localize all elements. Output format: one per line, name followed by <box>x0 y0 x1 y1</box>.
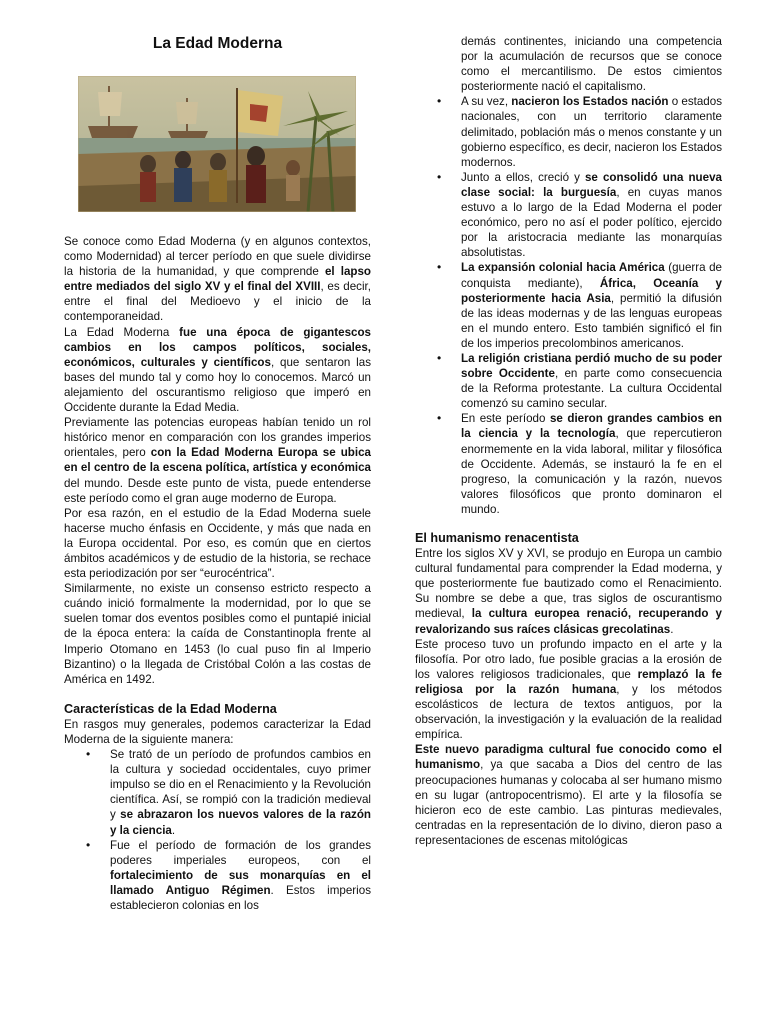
paragraph <box>64 506 371 581</box>
bold-text: se abrazaron los nuevos valores de la razón y la ciencia <box>110 808 371 837</box>
left-column <box>64 234 371 913</box>
paragraph <box>64 415 371 506</box>
paragraph <box>64 581 371 687</box>
bold-text: La religión cristiana perdió mucho de su poder sobre Occidente <box>461 351 722 381</box>
bold-text: fue una época de gigantescos cambios en los campos políticos, sociales, económicos, culturales y científicos <box>64 325 371 369</box>
text-run: , ya que sacaba a Dios del centro de las preocupaciones humanas y colocaba al ser humano mismo en su lugar (antropocentrismo). El arte y la filosofía se hicieron eco de este cambio. Las pinturas medievales, centradas en la representación de lo divino, dieron paso a representaciones de escenas mitológicas <box>415 758 722 847</box>
continuation-text: demás continentes, iniciando una competencia por la acumulación de recursos que se conoce como el mercantilismo. De estos cimientos posteriormente nació el capitalismo. <box>461 35 722 94</box>
text-run: Previamente las potencias europeas habían tenido un rol histórico menor en comparación con los grandes imperios orientales, pero <box>64 416 371 460</box>
list-item <box>64 747 371 838</box>
text-run: , es decir, entre el final del Medioevo y el inicio de la contemporaneidad. <box>64 280 371 324</box>
text-run: La Edad Moderna <box>64 325 180 339</box>
characteristics-list <box>64 747 371 913</box>
bold-text: La expansión colonial hacia América <box>461 261 665 275</box>
humanism-text <box>415 546 722 848</box>
bold-text: África, Oceanía y posteriormente hacia Asia <box>461 276 722 305</box>
bold-text: el lapso entre mediados del siglo XV y el final del XVIII <box>64 265 371 294</box>
paragraph <box>64 325 371 416</box>
text-run: En este período <box>461 412 550 426</box>
text-run: Fue el período de formación de los grandes poderes imperiales europeos, con el <box>110 838 371 867</box>
paragraph <box>415 546 722 637</box>
text-run: . Estos imperios establecieron colonias en los <box>110 883 371 913</box>
text-run: (guerra de conquista mediante), <box>461 261 722 290</box>
text-run: , permitió la difusión de las ideas modernas y de las lenguas europeas en el mundo entero. Esto también significó el fin de los imperios precolombinos americanos. <box>461 291 723 350</box>
text-run: del mundo. Desde este punto de vista, puede entenderse este período como el gran auge moderno de Europa. <box>64 476 371 505</box>
text-run: Similarmente, no existe un consenso estricto respecto a cuándo inició formalmente la modernidad, por lo que se suelen tomar dos eventos posibles como el puntapié inicial de la época entera: la caída de Constantinopla frente al Imperio Otomano en 1453 (lo cual puso fin al Imperio Bizantino) o la llegada de Cristóbal Colón a las costas de América en 1492. <box>64 582 371 686</box>
text-run: Se conoce como Edad Moderna (y en algunos contextos, como Modernidad) al tercer período en que suele dividirse la historia de la humanidad, y que comprende <box>64 235 371 279</box>
section-title-caracteristicas: Características de la Edad Moderna <box>64 701 277 716</box>
list-item <box>415 260 722 351</box>
text-run: Este proceso tuvo un profundo impacto en el arte y la filosofía. Por otro lado, fue posible gracias a la erosión de los valores religiosos tradicionales, que <box>415 637 722 681</box>
bold-text: la cultura europea renació, recuperando y revalorizando sus raíces clásicas grecolatinas <box>415 607 722 636</box>
text-run: , que sentaron las bases del mundo tal y como hoy lo conocemos. Marcó un alejamiento del oscurantismo religioso que imperó en Occidente durante la Edad Media. <box>64 355 372 415</box>
paragraph <box>415 637 722 743</box>
text-run: , que repercutieron enormemente en la vida laboral, militar y filosófica de Occidente. Además, se instauró la fe en el progreso, la comunicación y la razón, nuevos valores filosóficos que pronto dominaron el mundo. <box>461 427 722 516</box>
intro-text <box>64 234 371 687</box>
bold-text: se dieron grandes cambios en la ciencia y la tecnología <box>461 412 722 441</box>
text-run: , en cuyas manos estuvo a lo largo de la Edad Moderna el poder económico, pero no así el poder político, ejercido por la aristocracia mediante las monarquías absolutistas. <box>461 185 722 260</box>
bold-text: nacieron los Estados nación <box>511 95 669 109</box>
bold-text: se consolidó una nueva clase social: la burguesía <box>461 170 722 199</box>
paragraph <box>415 742 722 848</box>
text-run: Se trató de un período de profundos cambios en la cultura y sociedad occidentales, cuyo primer impulso se dio en el Renacimiento y la Revolución científica. Así, se rompió con la tradición medieval y <box>110 748 371 822</box>
text-run: Entre los siglos XV y XVI, se produjo en Europa un cambio cultural fundamental para comprender la Edad moderna, y que posteriormente fue bautizado como el Renacimiento. Su nombre se debe a que, tras siglos de oscurantismo medieval, <box>415 547 722 621</box>
list-item <box>415 170 722 261</box>
right-column <box>415 34 722 848</box>
section-intro: En rasgos muy generales, podemos caracterizar la Edad Moderna de la siguiente manera: <box>64 717 371 746</box>
text-run: Junto a ellos, creció y <box>461 170 585 184</box>
page-title: La Edad Moderna <box>152 35 283 52</box>
bold-text: Este nuevo paradigma cultural fue conocido como el humanismo <box>415 743 722 772</box>
section-title-humanismo: El humanismo renacentista <box>415 531 579 545</box>
bold-text: fortalecimiento de sus monarquías en el llamado Antiguo Régimen <box>110 868 371 897</box>
text-run: Por esa razón, en el estudio de la Edad Moderna suele hacerse mucho énfasis en Occidente, y más que nada en la Europa occidental. Por eso, es común que en ciertos ámbitos académicos y de estudio de la historia, se rechace esta periodización por ser “eurocéntrica”. <box>64 506 371 581</box>
painting-image <box>78 76 356 212</box>
list-item <box>415 351 722 411</box>
list-item <box>415 411 722 517</box>
characteristics-list-continued <box>415 94 722 517</box>
text-run: , en parte como consecuencia de la Reforma protestante. La cultura Occidental comenzó su camino secular. <box>461 367 722 411</box>
text-run: o estados nacionales, con un territorio claramente delimitado, población más o menos constante y un gobierno específico, es decir, nacieron los Estados modernos. <box>461 95 723 169</box>
list-item <box>64 838 371 913</box>
text-run: A su vez, <box>461 95 512 109</box>
text-run: . <box>171 823 176 837</box>
text-run: . <box>670 622 674 636</box>
paragraph <box>64 234 371 325</box>
bold-text: con la Edad Moderna Europa se ubica en el centro de la escena política, artística y económica <box>64 446 371 475</box>
text-run: , y los métodos escolásticos de lectura de textos antiguos, por la observación, la investigación y la evaluación de la realidad empírica. <box>415 682 722 742</box>
bold-text: remplazó la fe religiosa por la razón humana <box>415 667 722 696</box>
list-item <box>415 94 722 169</box>
